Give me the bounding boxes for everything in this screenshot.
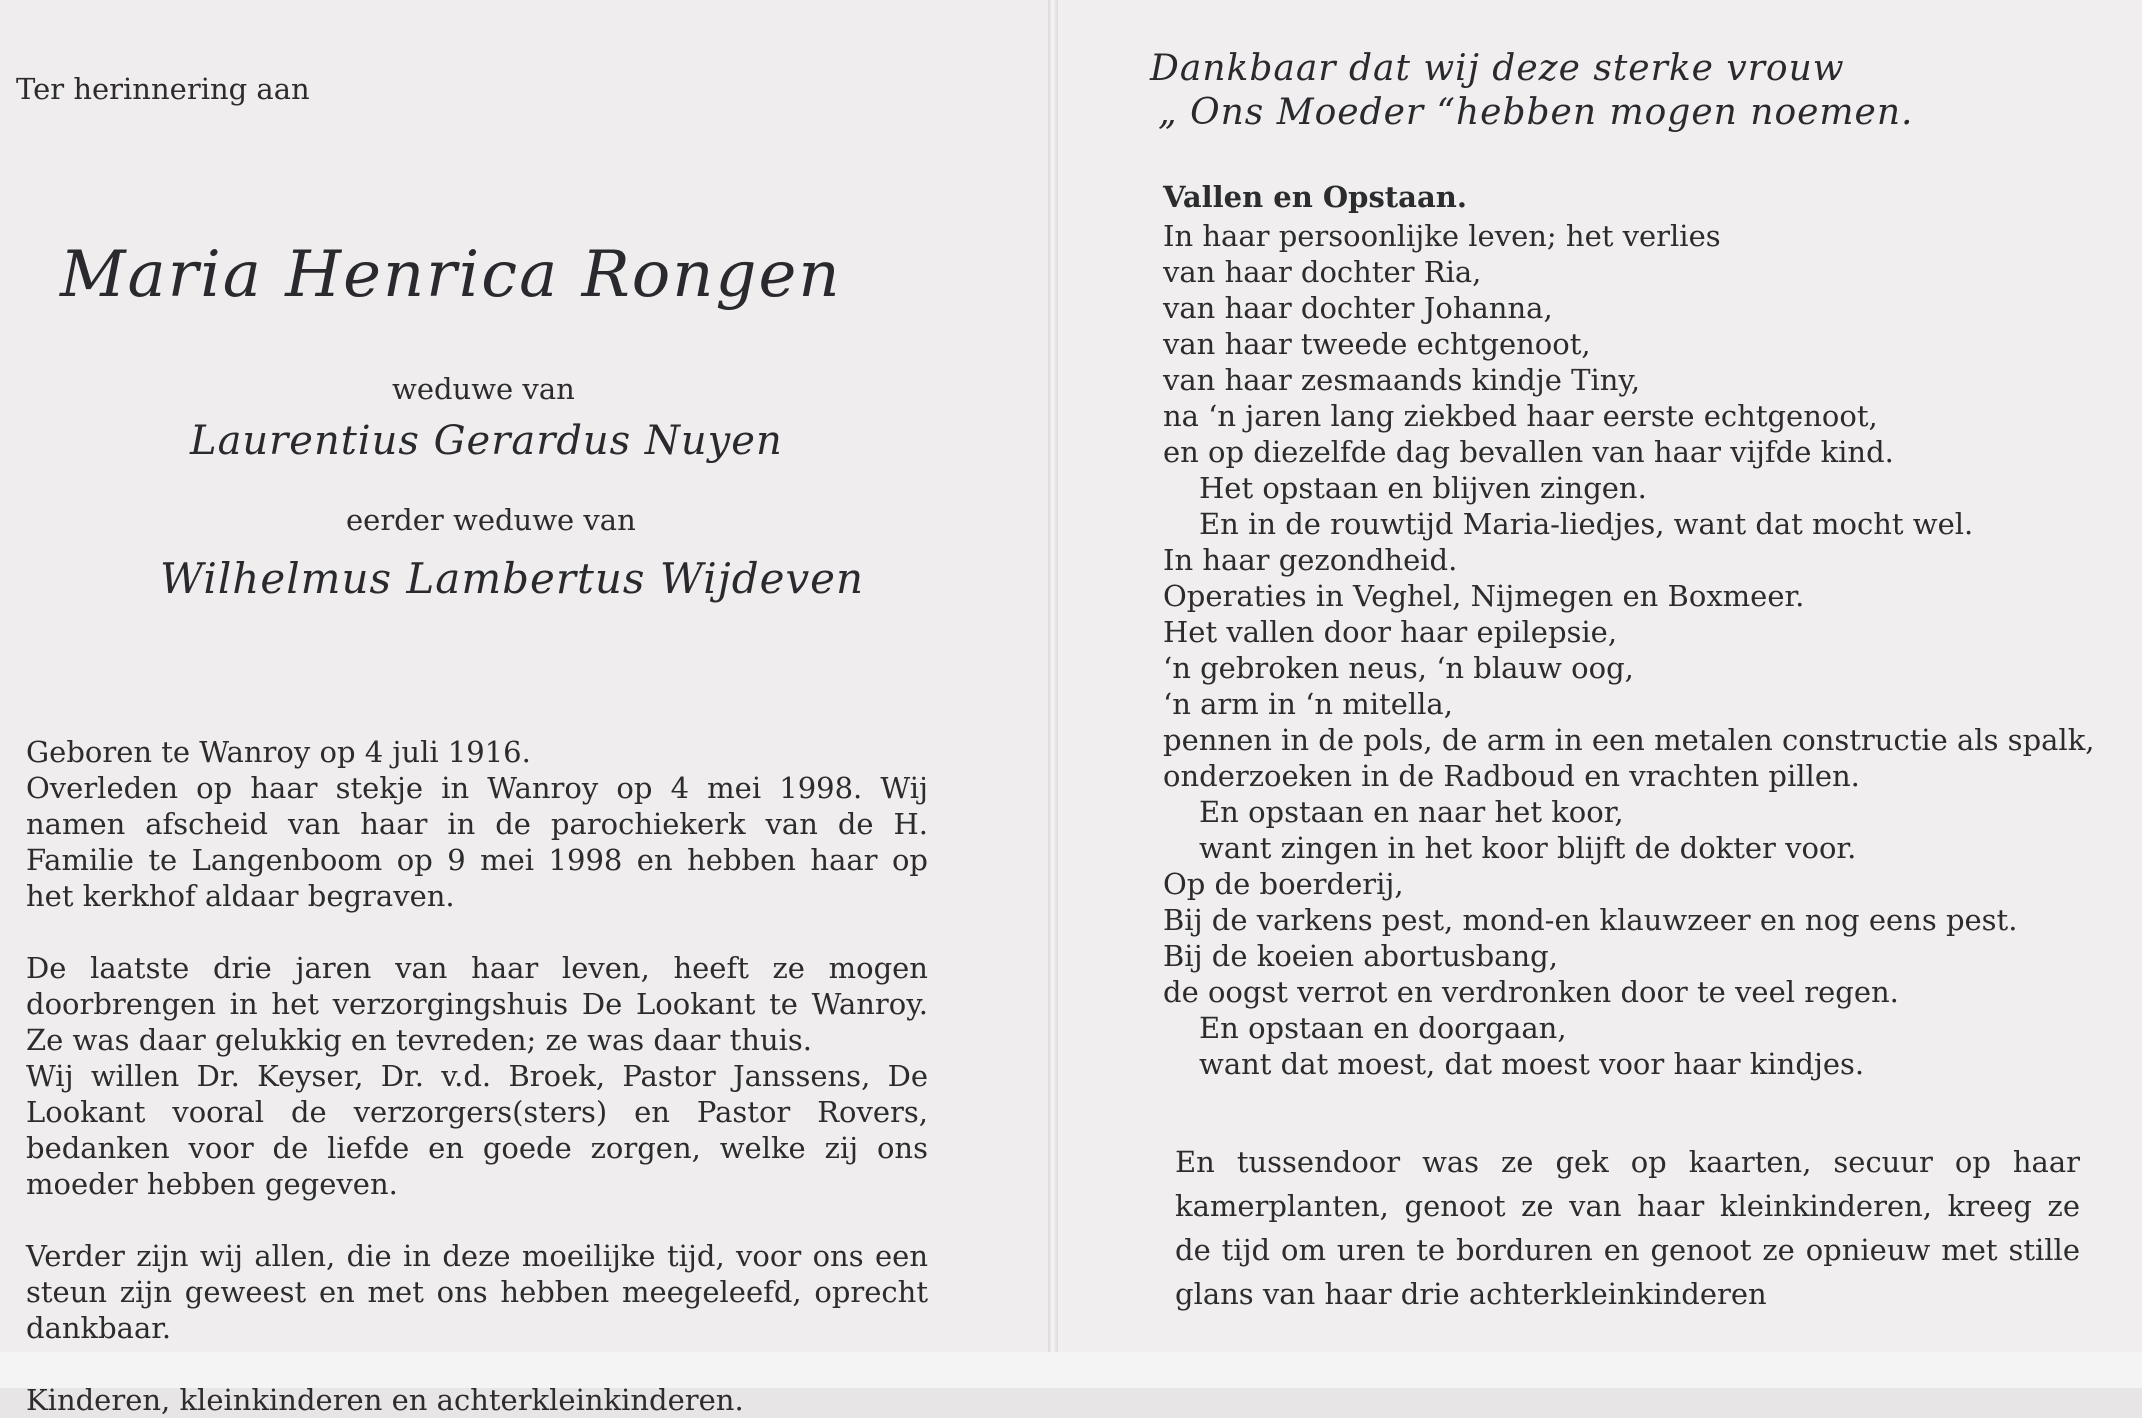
earlier-widow-label: eerder weduwe van [346, 503, 636, 537]
deceased-name: Maria Henrica Rongen [60, 238, 842, 312]
poem-line: van haar dochter Johanna, [1163, 291, 1553, 325]
thanks-text: Wij willen Dr. Keyser, Dr. v.d. Broek, Pastor Janssens, De Lookant vooral de verzorgers(sters) en Pastor Rovers, bedanken voor de liefde en goede zorgen, welke zij ons moeder hebben gegeven. [26, 1059, 928, 1201]
poem-line: onderzoeken in de Radboud en vrachten pillen. [1163, 759, 1860, 793]
poem-line: Bij de koeien abortusbang, [1163, 939, 1558, 973]
poem-line: ‘n gebroken neus, ‘n blauw oog, [1163, 651, 1634, 685]
poem-title: Vallen en Opstaan. [1163, 180, 1467, 214]
poem-line: Bij de varkens pest, mond-en klauwzeer en nog eens pest. [1163, 903, 2018, 937]
poem-line: pennen in de pols, de arm in een metalen constructie als spalk, [1163, 723, 2095, 757]
poem-line: van haar tweede echtgenoot, [1163, 327, 1591, 361]
poem-line: In haar gezondheid. [1163, 543, 1458, 577]
poem-line: en op diezelfde dag bevallen van haar vijfde kind. [1163, 435, 1894, 469]
poem-line: de oogst verrot en verdronken door te veel regen. [1163, 975, 1899, 1009]
poem-line: Op de boerderij, [1163, 867, 1404, 901]
poem-line: En opstaan en naar het koor, [1199, 795, 1624, 829]
closing-text: En tussendoor was ze gek op kaarten, secuur op haar kamerplanten, genoot ze van haar kleinkinderen, kreeg ze de tijd om uren te borduren en genoot ze opnieuw met stille glans van haar drie achterkleinkinderen [1175, 1145, 2080, 1311]
poem-line: want zingen in het koor blijft de dokter voor. [1199, 831, 1857, 865]
quote-line-2: „ Ons Moeder “hebben mogen noemen. [1158, 92, 1914, 133]
widow-of-label: weduwe van [392, 372, 575, 406]
poem-line: En in de rouwtijd Maria-liedjes, want dat mocht wel. [1199, 507, 1974, 541]
died-text: Overleden op haar stekje in Wanroy op 4 mei 1998. Wij namen afscheid van haar in de parochiekerk van de H. Familie te Langenboom op 9 mei 1998 en hebben haar op het kerkhof aldaar begraven. [26, 771, 928, 913]
poem-line: En opstaan en doorgaan, [1199, 1011, 1567, 1045]
biography-block [26, 734, 928, 1418]
quote-line-1: Dankbaar dat wij deze sterke vrouw [1150, 48, 1845, 89]
poem-body [1163, 218, 2095, 1082]
poem-line: ‘n arm in ‘n mitella, [1163, 687, 1453, 721]
further-thanks-text: Verder zijn wij allen, die in deze moeilijke tijd, voor ons een steun zijn geweest en met ons hebben meegeleefd, oprecht dankbaar. [26, 1239, 928, 1345]
poem-line: na ‘n jaren lang ziekbed haar eerste echtgenoot, [1163, 399, 1878, 433]
poem-line: In haar persoonlijke leven; het verlies [1163, 219, 1721, 253]
husband1-name: Laurentius Gerardus Nuyen [190, 418, 783, 464]
poem-line: van haar zesmaands kindje Tiny, [1163, 363, 1641, 397]
poem-line: van haar dochter Ria, [1163, 255, 1482, 289]
signature-text: Kinderen, kleinkinderen en achterkleinkinderen. [26, 1383, 744, 1417]
poem-line: Het opstaan en blijven zingen. [1199, 471, 1647, 505]
card-fold [1048, 0, 1058, 1388]
last-years-text: De laatste drie jaren van haar leven, heeft ze mogen doorbrengen in het verzorgingshuis De Lookant te Wanroy. Ze was daar gelukkig en tevreden; ze was daar thuis. [26, 951, 928, 1057]
born-text: Geboren te Wanroy op 4 juli 1916. [26, 735, 531, 769]
intro-text: Ter herinnering aan [16, 72, 310, 106]
poem-line: Het vallen door haar epilepsie, [1163, 615, 1618, 649]
poem-line: Operaties in Veghel, Nijmegen en Boxmeer. [1163, 579, 1805, 613]
poem-line: want dat moest, dat moest voor haar kindjes. [1199, 1047, 1865, 1081]
husband2-name: Wilhelmus Lambertus Wijdeven [160, 554, 865, 603]
